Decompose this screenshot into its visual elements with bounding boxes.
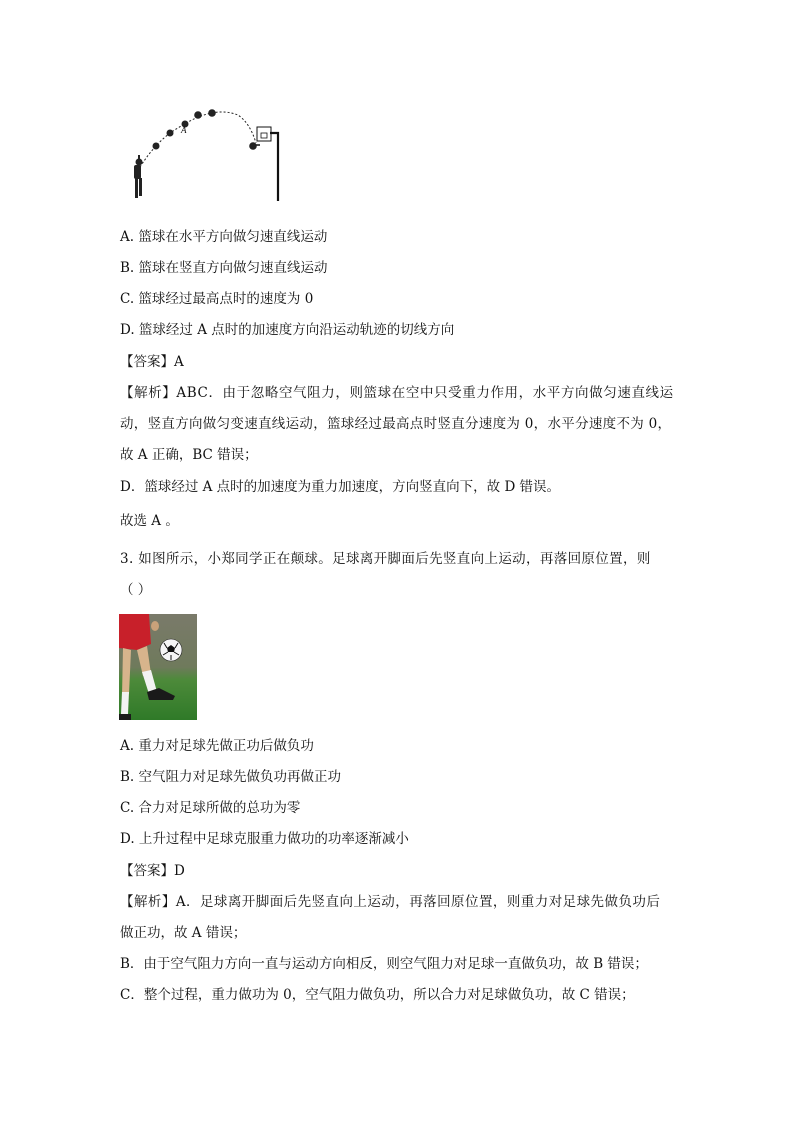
q2-analysis-line-3: 故 A 正确，BC 错误； [120, 447, 258, 463]
q3-analysis-line-3: B．由于空气阻力方向一直与运动方向相反，则空气阻力对足球一直做负功，故 B 错误； [120, 956, 648, 972]
q3-option-b: B. 空气阻力对足球先做负功再做正功 [120, 769, 342, 785]
trajectory-curve [140, 112, 256, 167]
q2-conclusion: 故选 A 。 [120, 513, 179, 529]
q2-option-a: A. 篮球在水平方向做匀速直线运动 [120, 229, 328, 245]
answer-value: A [174, 354, 184, 370]
basketball-trajectory-figure [118, 103, 298, 205]
player-figure [134, 155, 143, 198]
analysis-label: 【解析】 [120, 894, 176, 910]
soccer-photo [119, 614, 197, 720]
q3-option-c: C. 合力对足球所做的总功为零 [120, 800, 301, 816]
answer-label: 【答案】 [120, 354, 174, 370]
answer-value: D [174, 863, 185, 879]
q2-option-b: B. 篮球在竖直方向做匀速直线运动 [120, 260, 328, 276]
ball [153, 143, 160, 150]
q3-stem-line-1: 3. 如图所示，小郑同学正在颠球。足球离开脚面后先竖直向上运动，再落回原位置，则 [120, 551, 651, 567]
q2-option-c: C. 篮球经过最高点时的速度为 0 [120, 291, 314, 307]
answer-label: 【答案】 [120, 863, 174, 879]
q3-analysis-line-4: C．整个过程，重力做功为 0，空气阻力做负功，所以合力对足球做负功，故 C 错误； [120, 987, 635, 1003]
q2-analysis-line-2: 动，竖直方向做匀变速直线运动，篮球经过最高点时竖直分速度为 0，水平分速度不为 0， [120, 416, 672, 432]
q2-analysis-line-1: 【解析】ABC．由于忽略空气阻力，则篮球在空中只受重力作用，水平方向做匀速直线运 [120, 385, 674, 401]
ball [167, 130, 174, 137]
ball [194, 111, 202, 119]
q2-option-d: D. 篮球经过 A 点时的加速度方向沿运动轨迹的切线方向 [120, 322, 455, 338]
q3-stem-line-2: （ ） [120, 582, 152, 598]
q3-answer [120, 861, 185, 881]
ball [208, 109, 216, 117]
q2-answer [120, 352, 184, 372]
q3-option-a: A. 重力对足球先做正功后做负功 [120, 738, 314, 754]
basketball-hoop [251, 127, 278, 201]
ball-at-hoop [249, 142, 257, 150]
analysis-label: 【解析】 [120, 385, 177, 401]
q3-analysis-line-2: 做正功，故 A 错误； [120, 925, 247, 941]
q3-analysis-line-1: 【解析】A．足球离开脚面后先竖直向上运动，再落回原位置，则重力对足球先做负功后 [120, 894, 661, 910]
q3-option-d: D. 上升过程中足球克服重力做功的功率逐渐减小 [120, 831, 409, 847]
q2-analysis-line-4: D．篮球经过 A 点时的加速度为重力加速度，方向竖直向下，故 D 错误。 [120, 479, 561, 495]
point-a-label: A [181, 125, 187, 135]
